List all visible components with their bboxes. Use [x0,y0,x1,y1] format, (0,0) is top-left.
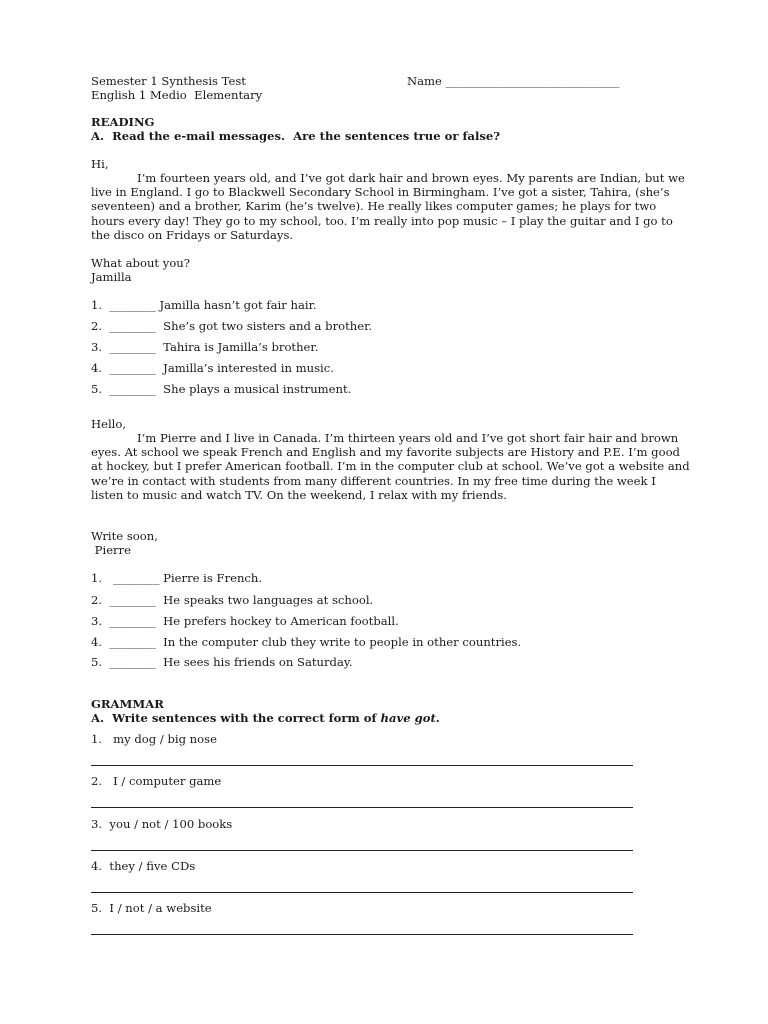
email2-question-5: 5. ________ He sees his friends on Saturday. [91,655,353,669]
answer-line-4[interactable] [91,892,633,893]
grammar-heading: GRAMMAR [91,697,164,711]
email2-signature: Pierre [91,543,132,557]
email2-closing: Write soon, [91,529,158,543]
email2-question-1: 1. ________ Pierre is French. [91,571,263,585]
grammar-item-2: 2. I / computer game [91,774,222,788]
grammar-item-1: 1. my dog / big nose [91,732,217,746]
reading-instruction: A. Read the e-mail messages. Are the sentences true or false? [91,129,501,143]
email1-body [91,171,691,242]
answer-line-2[interactable] [91,807,633,808]
name-field-label: Name ______________________________ [407,74,620,88]
email1-question-1: 1. ________ Jamilla hasn’t got fair hair. [91,298,317,312]
email1-signature: Jamilla [91,270,132,284]
grammar-instruction-emphasis: have got. [380,711,440,725]
answer-line-3[interactable] [91,850,633,851]
grammar-item-5: 5. I / not / a website [91,901,212,915]
email2-greeting: Hello, [91,417,127,431]
email1-closing: What about you? [91,256,190,270]
grammar-item-4: 4. they / five CDs [91,859,196,873]
grammar-item-3: 3. you / not / 100 books [91,817,233,831]
email1-greeting: Hi, [91,157,109,171]
answer-line-1[interactable] [91,765,633,766]
email2-question-3: 3. ________ He prefers hockey to American football. [91,614,399,628]
email1-question-3: 3. ________ Tahira is Jamilla’s brother. [91,340,319,354]
answer-line-5[interactable] [91,934,633,935]
email1-question-4: 4. ________ Jamilla’s interested in music. [91,361,334,375]
email2-body [91,431,691,502]
grammar-instruction-text: A. Write sentences with the correct form of [91,711,381,725]
reading-heading: READING [91,115,155,129]
test-title: Semester 1 Synthesis Test [91,74,246,88]
course-label: English 1 Medio Elementary [91,88,263,102]
email1-body-text: I’m fourteen years old, and I’ve got dark hair and brown eyes. My parents are Indian, but we live in England. I go to Blackwell Secondary School in Birmingham. I’ve got a sister, Tahira, (she’s seventeen) and a brother, Karim (he’s twelve). He really likes computer games; he plays for two hours every day! They go to my school, too. I’m really into pop music – I play the guitar and I go to the disco on Fridays or Saturdays. [91,171,685,242]
email2-body-text: I’m Pierre and I live in Canada. I’m thirteen years old and I’ve got short fair hair and brown eyes. At school we speak French and English and my favorite subjects are History and P.E. I’m good at hockey, but I prefer American football. I’m in the computer club at school. We’ve got a website and we’re in contact with students from many different countries. In my free time during the week I listen to music and watch TV. On the weekend, I relax with my friends. [91,431,690,502]
grammar-instruction [91,711,440,725]
email1-question-5: 5. ________ She plays a musical instrument. [91,382,352,396]
email2-question-4: 4. ________ In the computer club they write to people in other countries. [91,635,522,649]
email2-question-2: 2. ________ He speaks two languages at school. [91,593,374,607]
email1-question-2: 2. ________ She’s got two sisters and a brother. [91,319,373,333]
